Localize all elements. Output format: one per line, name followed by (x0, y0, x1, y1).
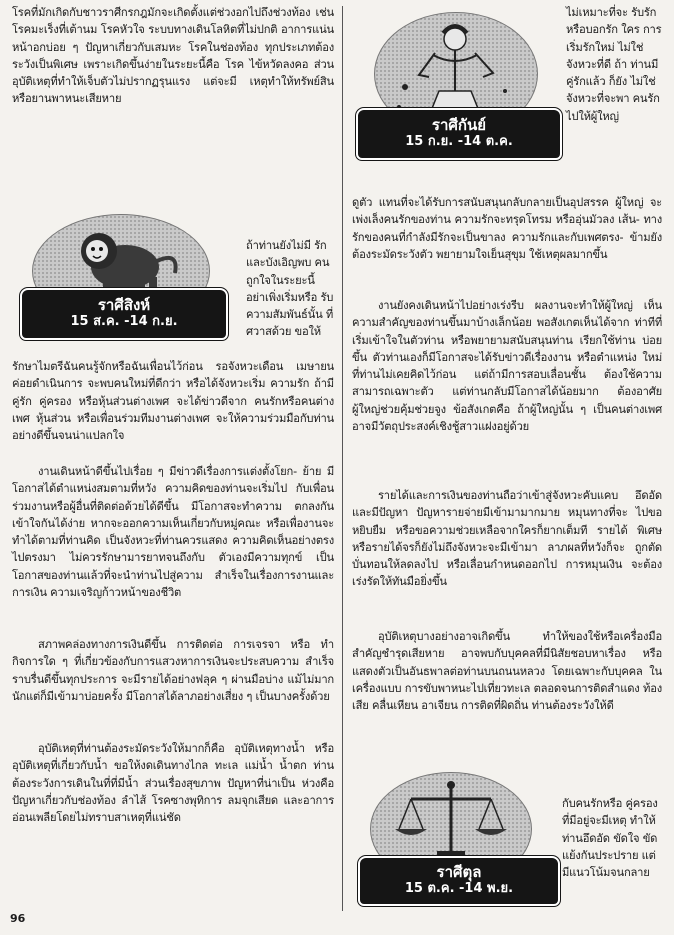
love-paragraph-wrap: ถ้าท่านยังไม่มี รัก และบังเอิญพบ คนถูกใจในระยะนี้ อย่าเพิ่งเริ่มหรือ รับความสัมพันธ์นั้น ที่ศวาสด้วย ขอให้ (246, 239, 334, 339)
love-paragraph: รักษาไมตรีฉันคนรู้จักหรือฉันเพื่อนไว้ก่อน รอจังหวะเดือน เมษายนค่อยดำเนินการ จะพบคนใหม่ที่ดีกว่า หรือได้จังหวะเริ่ม ความรัก ถ้ามีคู่รัก คู่ครอง หรือหุ้นส่วนต่างเพศ จะได้ข่าวดีจาก คนรักหรือคนต่างเพศ หุ้นส่วน หรือเพื่อนร่วมทีมงานต่างเพศ จะให้ความร่วมมือกับท่านอย่างดีขึ้นจนน่าแปลกใจ (12, 360, 334, 443)
virgo-love-paragraph-wrap: ไม่เหมาะที่จะ รับรัก หรือบอกรัก ใคร การเริ่มรักใหม่ ไม่ใช่จังหวะที่ดี ถ้า ท่านมีคู่รักแล้ว ก็ยัง ไม่ใช่จังหวะที่จะพา คนรักไปให้ผู้ใหญ่ (566, 6, 662, 123)
work-paragraph: งานเดินหน้าดีขึ้นไปเรื่อย ๆ มีข่าวดีเรื่องการแต่งตั้งโยก- ย้าย มีโอกาสได้ตำแหน่งสมตามที่หวัง ความคิดของท่านจะเริ่มไป กับเพื่อนร่วมงานหรือผู้อื่นที่ติดต่อด้วยได้ดีขึ้น มีโอกาสจะทำความ ตกลงกันเข้าใจกันได้ง่าย หากจะออกความเห็นเกี่ยวกับหมู่คณะ หรือเพื่องานจะทำได้ตามที่ท่านคิด เป็นจังหวะที่ท่านควรแสดง ความคิดเห็นอย่างตรงไปตรงมา ไม่ควรรักษามารยาทจนถึงกับ ตัวเองมีความทุกข์ เป็นโอกาสของท่านแล้วที่จะนำท่านไปสู่ความ สำเร็จในเรื่องการงานและการเงิน ความเจริญก้าวหน้าของชีวิต (12, 465, 334, 600)
libra-sign-name: ราศีตุล (436, 863, 482, 881)
virgo-love-paragraph: ดูตัว แทนที่จะได้รับการสนับสนุนกลับกลายเป็นอุปสรรค ผู้ใหญ่ จะเพ่งเล็งคนรักของท่าน ความรักจะทรุดโทรม หรืออุ่นมัวลง เส้น- ทางรักของคนที่กำลังมีรักจะเป็นขาลง ความรักและกับเพศตรง- ข้ามยังต้องระมัดระวังตัว พยายามใจเย็นสุขุม ใช้เหตุผลมากขึ้น (352, 196, 662, 261)
finance-paragraph: สภาพคล่องทางการเงินดีขึ้น การติดต่อ การเจรจา หรือ ทำกิจการใด ๆ ที่เกี่ยวข้องกับการแสวงหาการเงินจะประสบความ สำเร็จราบรื่นดีขึ้นทุกประการ จะมีรายได้อย่างฟลุค ๆ ผ่านมือบ่าง แม้ไม่มากนักแต่ก็มีเข้ามาบ่อยครั้ง มีโอกาสได้ลาภอย่างเสี่ยง ๆ เป็นบางครั้งด้วย (12, 638, 334, 703)
libra-sign-dates: 15 ต.ค. -14 พ.ย. (404, 881, 514, 896)
virgo-work-paragraph: งานยังคงเดินหน้าไปอย่างเร่งรีบ ผลงานจะทำให้ผู้ใหญ่ เห็นความสำคัญของท่านขึ้นมาบ้างเล็กน้อย พอสังเกตเห็นได้จาก ท่าทีที่เริ่มเข้าใจในตัวท่าน หรือพยายามสนับสนุนท่าน เรียกใช้ท่าน บ่อยขึ้น ตัวท่านเองก็มีโอกาสจะได้รับข่าวดีเรื่องงาน หรือตำแหน่ง ใหม่ที่ท่านไม่เคยคิดไว้ก่อน แต่ถ้ามีการสอบเลื่อนชั้น ต้องใช้ความ สามารถเฉพาะตัว แต่ท่านกลับมีโอกาสได้น้อยมาก ต้องอาศัย ผู้ใหญ่ช่วยคุ้มช่วยจูง ข้อสังเกตคือ ถ้าผู้ใหญ่นั้น ๆ เป็นคนต่างเพศ อาจมีวัตถุประสงค์เชิงชู้สาวแฝงอยู่ด้วย (352, 299, 662, 434)
virgo-accident-paragraph: อุบัติเหตุบางอย่างอาจเกิดขึ้น ทำให้ของใช้หรือเครื่องมือ สำคัญชำรุดเสียหาย อาจพบกับบุคคลที่มีนิสัยชอบหาเรื่อง หรือ แสดงตัวเป็นอันธพาลต่อท่านบนถนนหลวง โดยเฉพาะกับบุคคล ในเครื่องแบบ การขับพาหนะไปเที่ยวทะเล ตลอดจนการติดสำแดง ท้องเสีย คลื่นเหียน อาเจียน การติดที่ผิดถิ่น ท่านต้องระวังให้ดี (352, 630, 662, 713)
accident-paragraph: อุบัติเหตุที่ท่านต้องระมัดระวังให้มากก็คือ อุบัติเหตุทางน้ำ หรืออุบัติเหตุที่เกี่ยวกับน้ำ ขอให้งดเดินทางไกล ทะเล แม่น้ำ น้ำตก ท่านต้องระวังการเดินในที่ที่มีน้ำ ส่วนเรื่องสุขภาพ ปัญหาที่น่าเป็น ห่วงคือ ปัญหาเกี่ยวกับช่องท้อง ลำไส้ โรคซางพุทิการ ลมจุกเสียด และอาการอ่อนเพลียโดยไม่ทราบสาเหตุที่แน่ชัด (12, 742, 334, 825)
virgo-finance-paragraph: รายได้และการเงินของท่านถือว่าเข้าสู่จังหวะคับแคบ อึดอัดและมีปัญหา ปัญหารายจ่ายมีเข้ามามากมาย หมุนทางที่จะ ไปขอหยิบยืม หรือขอความช่วยเหลือจากใครก็ยากเต็มที รายได้ พิเศษหรือรายได้จรก็ยังไม่ถึงจังหวะจะมีเข้ามา ลาภผลที่หวังก็จะ ถูกตัดบั่นทอนให้ลดลงไป หรือเลื่อนกำหนดออกไป การหมุนเงิน จะต้องเร่งรัดให้ทันมือยิ่งขึ้น (352, 489, 662, 589)
leo-sign-badge (12, 214, 234, 352)
libra-love-paragraph-wrap: กับคนรักหรือ คู่ครองที่มีอยู่จะมีเหตุ ทำให้ท่านอึดอัด ขัดใจ ขัดแย้งกันประปราย แต่มีแนวโน้มจนกลาย (562, 797, 658, 880)
leo-sign-dates: 15 ส.ค. -14 ก.ย. (70, 314, 178, 329)
health-paragraph-cancer: โรคที่มักเกิดกับชาวราศีกรกฎมักจะเกิดตั้งแต่ช่วงอกไปถึงช่วงท้อง เช่น โรคมะเร็งที่เต้านม โรคหัวใจ ระบบทางเดินโลหิตที่ไม่ปกติ อาการแน่นหน้าอกบ่อย ๆ ปัญหาเกี่ยวกับเสมหะ โรคในช่องท้อง ทุกประเภทต้องระวังเป็นพิเศษ เพราะเกิดขึ้นง่ายในระยะนี้คือ โรค ไข้หวัดลงคอ ส่วนอุบัติเหตุที่ทำให้เจ็บตัวไม่ปรากฏรุนแรง แต่จะมี เหตุทำให้ทรัพย์สินหรือยานพาหนะเสียหาย (12, 6, 334, 106)
virgo-sign-badge (352, 12, 562, 162)
libra-sign-badge (358, 772, 558, 910)
leo-sign-name: ราศีสิงห์ (97, 296, 151, 314)
page-number: 96 (10, 912, 26, 925)
column-divider (342, 6, 343, 911)
virgo-sign-dates: 15 ก.ย. -14 ต.ค. (405, 134, 513, 149)
virgo-sign-name: ราศีกันย์ (431, 116, 487, 134)
